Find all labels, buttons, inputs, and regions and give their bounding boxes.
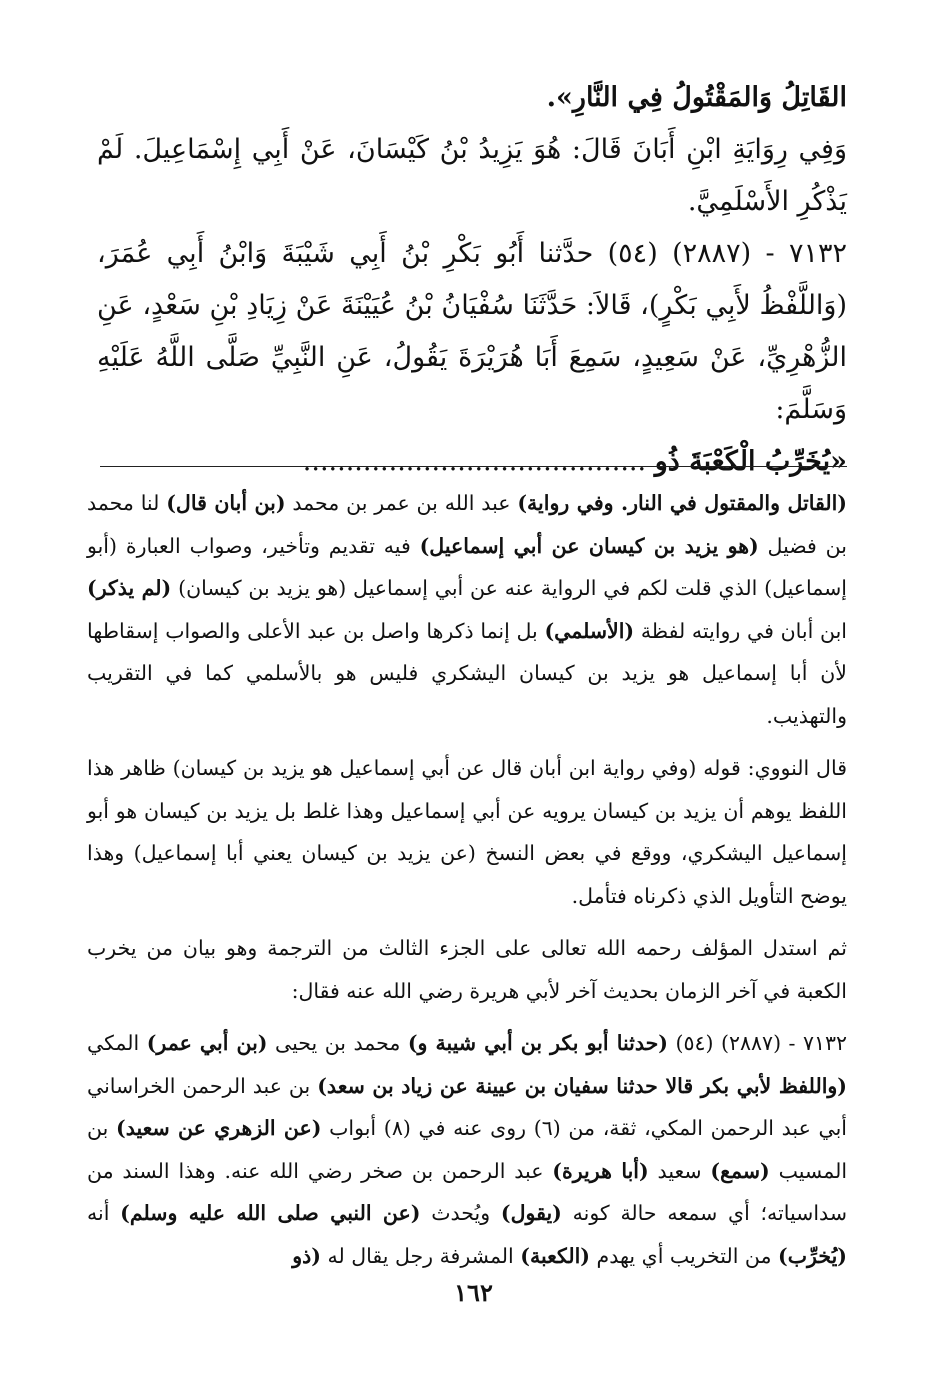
bold-text-segment: (يقول) [500, 1201, 562, 1225]
hadith-text [97, 72, 847, 498]
text-segment: المكي [87, 1031, 147, 1055]
text-segment: عبد الرحمن بن صخر رضي الله عنه. وهذا السند من سداسياته؛ أي سمعه حالة كونه [87, 1158, 847, 1225]
text-segment: عبد الله بن عمر بن محمد [285, 491, 518, 515]
bold-text-segment: (بن أبي عمر) [146, 1031, 268, 1055]
commentary-paragraph-1 [87, 482, 847, 737]
text-segment: المشرفة رجل يقال له [320, 1243, 521, 1268]
bold-text-segment: (أبا هريرة) [552, 1158, 649, 1183]
bold-text-segment: (عن الزهري عن سعيد) [116, 1116, 322, 1140]
bold-text-segment: (ذو [292, 1243, 321, 1268]
bold-text-segment: (حدثنا أبو بكر بن أبي شيبة و) [407, 1031, 668, 1055]
commentary-paragraph-3: ثم استدل المؤلف رحمه الله تعالى على الجزء الثالث من الترجمة وهو بيان من يخرب الكعبة في آخر الزمان بحديث آخر لأبي هريرة رضي الله عنه فقال: [87, 936, 847, 1003]
text-segment: ٧١٣٢ - (٢٨٨٧) (٥٤) [668, 1031, 848, 1055]
bold-text-segment: (بن أبان قال) [166, 491, 286, 515]
bold-text-segment: (القاتل والمقتول في النار. وفي رواية) [517, 491, 847, 515]
bold-text-segment: (عن النبي صلى الله عليه وسلم) [120, 1201, 421, 1225]
hadith-isnad: ٧١٣٢ - (٢٨٨٧) (٥٤) حدَّثنا أَبُو بَكْرِ بْنُ أَبِي شَيْبَةَ وَابْنُ أَبِي عُمَرَ، (وَاللَّفْظُ لأَبِي بَكْرٍ)، قَالاَ: حَدَّثَنَا سُفْيَانُ بْنُ عُيَيْنَةَ عَنْ زِيَادِ بْنِ سَعْدٍ، عَنِ الزُّهْرِيِّ، عَنْ سَعِيدٍ، سَمِعَ أَبَا هُرَيْرَةَ يَقُولُ، عَنِ النَّبِيِّ صَلَّى اللَّهُ عَلَيْهِ وَسَلَّمَ: [97, 238, 847, 425]
commentary-paragraph-4 [87, 1022, 847, 1277]
bold-text-segment: (هو يزيد بن كيسان عن أبي إسماعيل) [419, 533, 759, 558]
text-segment: من التخريب أي يهدم [590, 1243, 779, 1268]
hadith-matn-start: «يُخَرِّبُ الْكَعْبَةَ ذُو [654, 446, 847, 477]
text-segment: أنه [87, 1201, 121, 1225]
commentary-text [87, 482, 847, 1287]
text-segment: بن عبد الرحمن الخراساني أبي عبد الرحمن المكي، ثقة، من (٦) روى عنه في (٨) أبواب [87, 1073, 847, 1140]
page-number: ١٦٢ [454, 1278, 493, 1307]
bold-text-segment: (واللفظ لأبي بكر قالا حدثنا سفيان بن عيينة عن زياد بن سعد) [317, 1073, 847, 1098]
text-segment: فيه تقديم وتأخير، وصواب العبارة (أبو إسماعيل) الذي قلت لكم في الرواية عنه عن أبي إسماعيل (هو يزيد بن كيسان) [87, 533, 847, 600]
text-segment: ابن أبان في روايته لفظة [634, 618, 847, 643]
bold-text-segment: (الكعبة) [520, 1243, 591, 1268]
text-segment: محمد بن يحيى [267, 1031, 408, 1055]
hadith-paragraph-2: وَفِي رِوَايَةِ ابْنِ أَبَانَ قَالَ: هُوَ يَزِيدُ بْنُ كَيْسَانَ، عَنْ أَبِي إِسْمَاعِيلَ. لَمْ يَذْكُرِ الأَسْلَمِيَّ. [97, 134, 847, 217]
text-segment: لنا محمد بن فضيل [87, 491, 847, 558]
bold-text-segment: (الأسلمي) [544, 618, 635, 643]
continuation-dots: ........................................ [302, 446, 647, 477]
text-segment: بل إنما ذكرها واصل بن عبد الأعلى والصواب إسقاطها لأن أبا إسماعيل هو يزيد بن كيسان اليشكري فليس هو بالأسلمي كما في التقريب والتهذيب. [87, 618, 847, 728]
bold-text-segment: (لم يذكر) [87, 576, 172, 600]
footnote-divider [100, 466, 847, 467]
bold-text-segment: (يُخرِّب) [778, 1243, 847, 1268]
bold-text-segment: (سمع) [710, 1158, 770, 1183]
commentary-paragraph-2: قال النووي: قوله (وفي رواية ابن أبان قال عن أبي إسماعيل هو يزيد بن كيسان) ظاهر هذا اللفظ يوهم أن يزيد بن كيسان يرويه عن أبي إسماعيل وهذا غلط بل يزيد بن كيسان هو أبو إسماعيل اليشكري، ووقع في بعض النسخ (عن يزيد بن كيسان يعني أبا إسماعيل) وهذا يوضح التأويل الذي ذكرناه فتأمل. [87, 756, 847, 908]
hadith-line-1: القَاتِلُ وَالمَقْتُولُ فِي النَّارِ». [546, 82, 847, 113]
text-segment: سعيد [648, 1158, 711, 1183]
hadith-paragraph-3 [97, 228, 847, 488]
text-segment: بن المسيب [87, 1116, 848, 1183]
text-segment: ويُحدث [420, 1201, 501, 1225]
